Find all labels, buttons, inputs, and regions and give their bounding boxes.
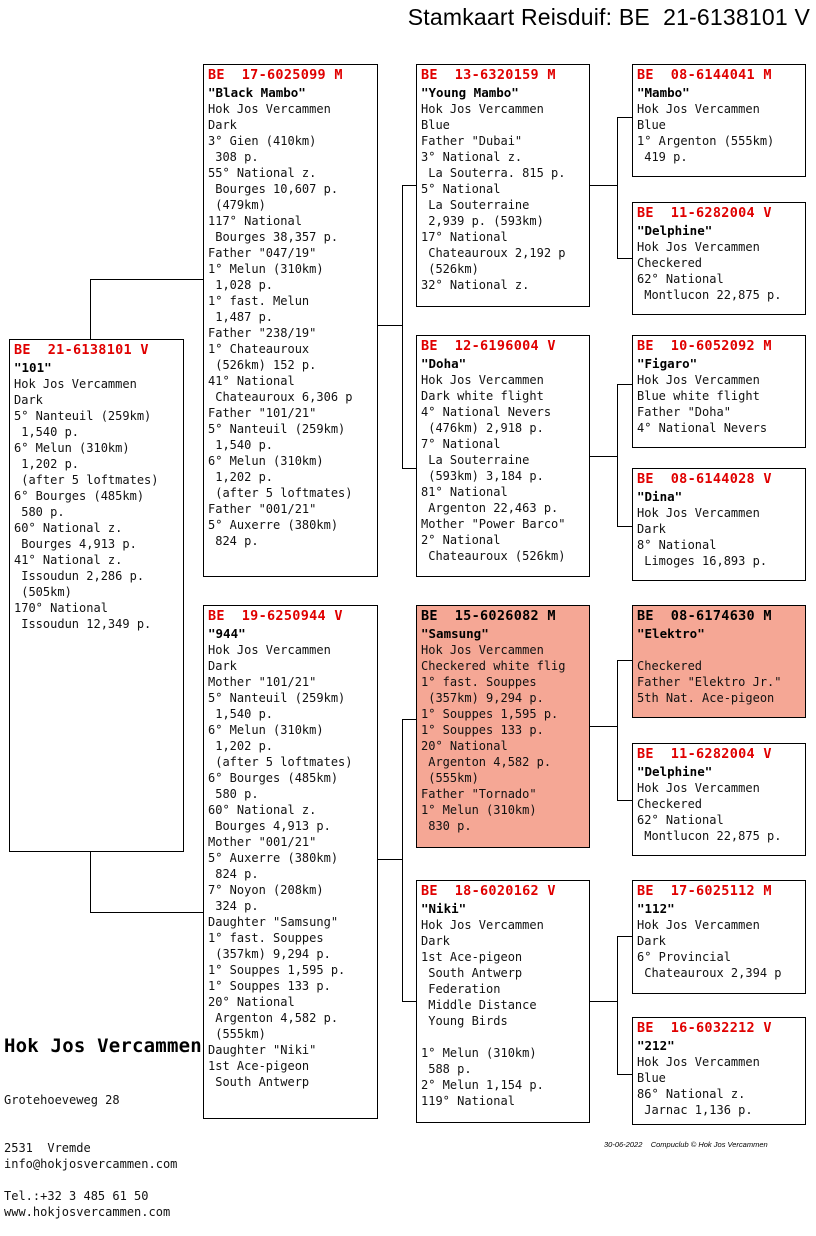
connector-line [589, 456, 617, 457]
pigeon-card-ggf-1 [632, 64, 806, 177]
pigeon-card-ggm-4 [632, 1017, 806, 1125]
connector-line [617, 936, 618, 1075]
ring-number: BE 08-6144028 V [637, 471, 772, 487]
pigeon-details: Hok Jos Vercammen Blue white flight Father "Doha" 4° National Nevers [637, 373, 768, 435]
connector-line [90, 279, 203, 280]
loft-contact [4, 1124, 177, 1236]
ring-number: BE 17-6025099 M [208, 67, 343, 83]
pigeon-card-ggm-2 [632, 468, 806, 581]
pigeon-name: "Dina" [637, 489, 683, 504]
ring-number: BE 11-6282004 V [637, 746, 772, 762]
connector-line [377, 859, 402, 860]
pigeon-details: Hok Jos Vercammen Checkered white flig 1° fast. Souppes (357km) 9,294 p. 1° Souppes 1,595 p. 1° Souppes 133 p. 20° National Argenton 4,582 p. (555km) Father "Tornado" 1° Melun (310km) 830 p. [421, 643, 566, 833]
connector-line [617, 258, 632, 259]
connector-line [402, 719, 416, 720]
pigeon-card-paternal-grandfather [416, 64, 590, 307]
print-info [604, 1140, 768, 1149]
pigeon-card-mother [203, 605, 378, 1119]
pigeon-name: "Doha" [421, 356, 467, 371]
connector-line [402, 185, 416, 186]
ring-number: BE 13-6320159 M [421, 67, 556, 83]
address-street: Grotehoeveweg 28 [4, 1093, 120, 1107]
connector-line [617, 384, 632, 385]
pigeon-name: "112" [637, 901, 675, 916]
connector-line [90, 851, 91, 913]
pigeon-details: Hok Jos Vercammen Dark 5° Nanteuil (259km) 1,540 p. 6° Melun (310km) 1,202 p. (after 5 loftmates) 6° Bourges (485km) 580 p. 60° National z. Bourges 4,913 p. 41° National z. Issoudun 2,286 p. (505km) 170° National Issoudun 12,349 p. [14, 377, 159, 631]
ring-number: BE 18-6020162 V [421, 883, 556, 899]
pigeon-details: Hok Jos Vercammen Dark white flight 4° National Nevers (476km) 2,918 p. 7° National La Souterraine (593km) 3,184 p. 81° National Argenton 22,463 p. Mother "Power Barco" 2° National Chateauroux (526km) [421, 373, 566, 563]
connector-line [617, 117, 618, 259]
connector-line [617, 936, 632, 937]
connector-line [90, 279, 91, 341]
pigeon-details: Hok Jos Vercammen Dark 6° Provincial Chateauroux 2,394 p [637, 918, 782, 980]
page-title: Stamkaart Reisduif: BE 21-6138101 V [407, 4, 810, 30]
pigeon-details: Hok Jos Vercammen Checkered 62° National Montlucon 22,875 p. [637, 781, 782, 843]
connector-line [617, 660, 632, 661]
pigeon-details: Hok Jos Vercammen Dark 1st Ace-pigeon South Antwerp Federation Middle Distance Young Birds 1° Melun (310km) 588 p. 2° Melun 1,154 p. 119° National [421, 918, 544, 1108]
pigeon-name: "212" [637, 1038, 675, 1053]
pigeon-card-maternal-grandmother [416, 880, 590, 1123]
ring-number: BE 15-6026082 M [421, 608, 556, 624]
ring-number: BE 21-6138101 V [14, 342, 149, 358]
connector-line [90, 912, 203, 913]
pigeon-details: Hok Jos Vercammen Blue 1° Argenton (555km) 419 p. [637, 102, 775, 164]
connector-line [617, 526, 632, 527]
ring-number: BE 17-6025112 M [637, 883, 772, 899]
pigeon-details: Hok Jos Vercammen Dark Mother "101/21" 5° Nanteuil (259km) 1,540 p. 6° Melun (310km) 1,202 p. (after 5 loftmates) 6° Bourges (485km) 580 p. 60° National z. Bourges 4,913 p. Mother "001/21" 5° Auxerre (380km) 824 p. 7° Noyon (208km) 324 p. Daughter "Samsung" 1° fast. Souppes (357km) 9,294 p. 1° Souppes 1,595 p. 1° Souppes 133 p. 20° National Argenton 4,582 p. (555km) Daughter "Niki" 1st Ace-pigeon South Antwerp [208, 643, 353, 1089]
print-date: 30-06-2022 [604, 1140, 643, 1149]
pigeon-card-ggm-1 [632, 202, 806, 315]
connector-line [589, 1001, 617, 1002]
connector-line [617, 800, 632, 801]
pigeon-details: Checkered Father "Elektro Jr." 5th Nat. Ace-pigeon [637, 659, 782, 705]
pigeon-details: Hok Jos Vercammen Dark 8° National Limoges 16,893 p. [637, 506, 768, 568]
pigeon-name: "Delphine" [637, 764, 713, 779]
pigeon-name: "Niki" [421, 901, 467, 916]
connector-line [402, 1001, 416, 1002]
connector-line [617, 660, 618, 801]
pigeon-name: "101" [14, 360, 52, 375]
ring-number: BE 12-6196004 V [421, 338, 556, 354]
connector-line [402, 185, 403, 469]
connector-line [617, 384, 618, 527]
pigeon-card-paternal-grandmother [416, 335, 590, 577]
ring-number: BE 08-6174630 M [637, 608, 772, 624]
pigeon-name: "Mambo" [637, 85, 690, 100]
ring-number: BE 19-6250944 V [208, 608, 343, 624]
pigeon-name: "Delphine" [637, 223, 713, 238]
pigeon-details: Hok Jos Vercammen Checkered 62° National Montlucon 22,875 p. [637, 240, 782, 302]
credit-text: Compuclub © Hok Jos Vercammen [650, 1140, 768, 1149]
pigeon-details: Hok Jos Vercammen Blue 86° National z. Jarnac 1,136 p. [637, 1055, 760, 1117]
pigeon-details: Hok Jos Vercammen Dark 3° Gien (410km) 308 p. 55° National z. Bourges 10,607 p. (479km) 117° National Bourges 38,357 p. Father "047/19" 1° Melun (310km) 1,028 p. 1° fast. Melun 1,487 p. Father "238/19" 1° Chateauroux (526km) 152 p. 41° National Chateauroux 6,306 p Father "101/21" 5° Nanteuil (259km) 1,540 p. 6° Melun (310km) 1,202 p. (after 5 loftmates) Father "001/21" 5° Auxerre (380km) 824 p. [208, 102, 353, 548]
connector-line [377, 325, 402, 326]
connector-line [617, 117, 632, 118]
address-city: 2531 Vremde [4, 1141, 91, 1155]
pigeon-details: Hok Jos Vercammen Blue Father "Dubai" 3° National z. La Souterra. 815 p. 5° National La Souterraine 2,939 p. (593km) 17° National Chateauroux 2,192 p (526km) 32° National z. [421, 102, 566, 292]
pigeon-name: "Black Mambo" [208, 85, 306, 100]
email-link[interactable]: info@hokjosvercammen.com [4, 1157, 178, 1171]
connector-line [589, 185, 617, 186]
pigeon-card-ggf-4 [632, 880, 806, 994]
connector-line [402, 468, 416, 469]
pigeon-name: "Young Mambo" [421, 85, 519, 100]
phone-number: Tel.:+32 3 485 61 50 [4, 1189, 149, 1203]
ring-number: BE 11-6282004 V [637, 205, 772, 221]
pigeon-name: "Samsung" [421, 626, 489, 641]
ring-number: BE 16-6032212 V [637, 1020, 772, 1036]
pigeon-card-subject [9, 339, 184, 852]
pigeon-card-ggf-2 [632, 335, 806, 448]
loft-name: Hok Jos Vercammen [4, 1035, 202, 1057]
pigeon-card-ggm-3 [632, 743, 806, 856]
website-link[interactable]: www.hokjosvercammen.com [4, 1205, 171, 1219]
ring-number: BE 10-6052092 M [637, 338, 772, 354]
pigeon-name: "Elektro" [637, 626, 705, 641]
connector-line [402, 719, 403, 1002]
pigeon-name: "Figaro" [637, 356, 698, 371]
connector-line [617, 1074, 632, 1075]
pigeon-card-maternal-grandfather [416, 605, 590, 848]
connector-line [589, 726, 617, 727]
pigeon-card-father [203, 64, 378, 577]
pigeon-card-ggf-3 [632, 605, 806, 718]
pigeon-name: "944" [208, 626, 246, 641]
ring-number: BE 08-6144041 M [637, 67, 772, 83]
